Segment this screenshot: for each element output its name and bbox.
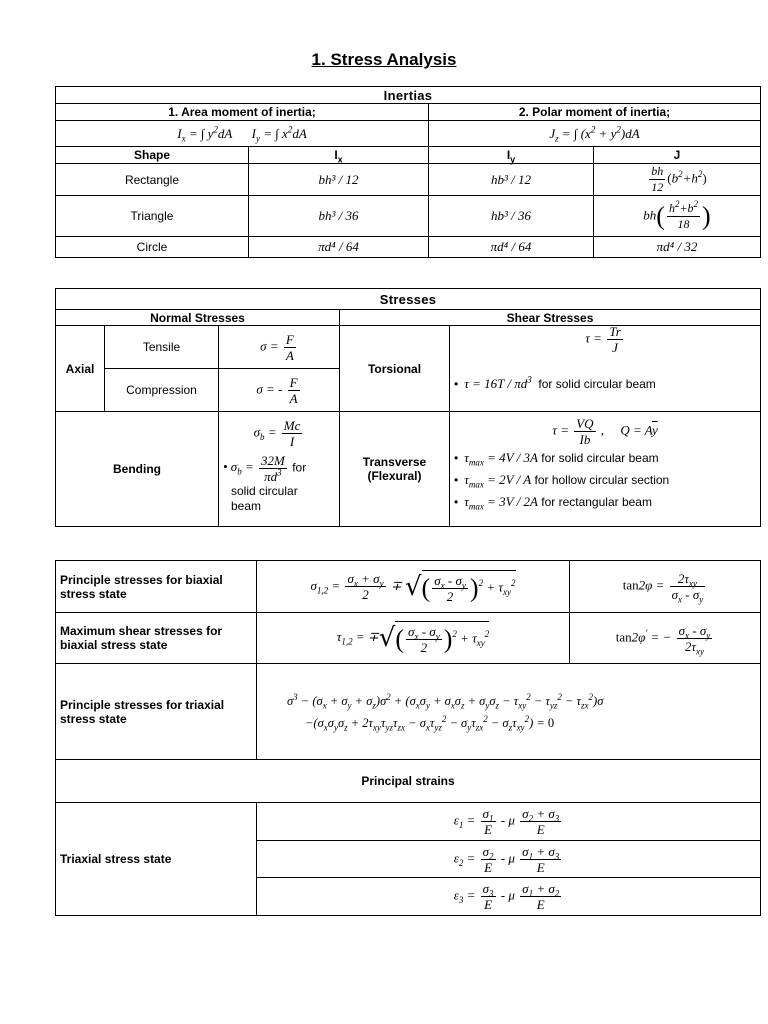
page-title: 1. Stress Analysis [311,50,457,69]
triaxial-state-label: Triaxial stress state [56,803,257,916]
triangle-iy: hb³ / 36 [429,196,594,237]
j-header: J [594,147,761,164]
triangle-ix: bh³ / 36 [249,196,429,237]
max-shear-angle-formula: tan2φ' = − $\frac{\sigma_x - \sigma_y}{2\tau_{xy}}$ [570,613,761,664]
shape-header: Shape [56,147,249,164]
rectangle-iy: hb³ / 12 [429,164,594,196]
normal-stresses-label: Normal Stresses [56,310,340,326]
tensile-formula: σ = $\frac{F}{A}$ [219,326,340,369]
inertias-heading: Inertias [56,87,761,104]
compression-label: Compression [105,369,219,412]
shape-rectangle: Rectangle [56,164,249,196]
inertias-table [55,86,761,258]
torsional-label: Torsional [340,326,450,412]
biaxial-principal-label: Principle stresses for biaxial stress state [56,561,257,613]
ix-header: $I_x$ [249,147,429,164]
shear-stresses-label: Shear Stresses [340,310,761,326]
transverse-formulas: τ = $\frac{VQ}{Ib}$ , $Q = A\overline{y}$ • $\tau_{max} = 4V / 3A$ for solid circular beam • $\tau_{max} = 2V / A$ for hollow circular section • $\tau_{max} = 3V / 2A$ for rectangular beam [450,412,761,527]
torsional-formulas: τ = $\frac{Tr}{J}$ • $\tau = 16T / \pi d^3$ for solid circular beam [450,326,761,412]
rectangle-ix: bh³ / 12 [249,164,429,196]
stresses-heading: Stresses [56,289,761,310]
iy-header: $I_y$ [429,147,594,164]
max-shear-formula: $\tau_{1,2}$ = ∓√( $\frac{\sigma_x - \sigma_y}{2}$ )$^2 + \tau_{xy}^2$ [257,613,570,664]
stresses-table [55,288,761,527]
strain-2-formula: $\varepsilon_2$ = $\frac{\sigma_2}{E}$ - μ $\frac{\sigma_1 + \sigma_3}{E}$ [257,841,761,878]
polar-moment-label: 2. Polar moment of inertia; [429,104,761,121]
strain-1-formula: $\varepsilon_1$ = $\frac{\sigma_1}{E}$ - μ $\frac{\sigma_2 + \sigma_3}{E}$ [257,803,761,841]
circle-j: πd⁴ / 32 [594,237,761,258]
max-shear-label: Maximum shear stresses for biaxial stress state [56,613,257,664]
principal-strains-label: Principal strains [56,760,761,803]
biaxial-principal-formula: $\sigma_{1,2}$ = $\frac{\sigma_x + \sigma_y}{2}$ ∓ √( $\frac{\sigma_x - \sigma_y}{2}$ )$^2 + \tau_{xy}^2$ [257,561,570,613]
transverse-label: Transverse (Flexural) [340,412,450,527]
shape-triangle: Triangle [56,196,249,237]
triangle-j: bh( $\frac{h^2+b^2}{18}$ ) [594,196,761,237]
bending-label: Bending [56,412,219,527]
polar-moment-formula: $J_z$ = ∫ $(x^2 + y^2)dA$ [429,121,761,147]
area-moment-formula: $I_x$ = ∫ $y^2dA$ $I_y$ = ∫ $x^2dA$ [56,121,429,147]
triaxial-principal-formula: $\sigma^3 - (\sigma_x + \sigma_y + \sigma_z)\sigma^2 + (\sigma_x\sigma_y + \sigma_x\sigma_z + \sigma_y\sigma_z - \tau_{xy}^2 - \tau_{yz}^2 - \tau_{zx}^2)\sigma$ $-(\sigma_x\sigma_y\sigma_z + 2\tau_{xy}\tau_{yz}\tau_{zx} - \sigma_x\tau_{yz}^2 - \sigma_y\tau_{zx}^2 - \sigma_z\tau_{xy}^2) = 0$ [257,664,761,760]
tensile-label: Tensile [105,326,219,369]
rectangle-j: $\frac{bh}{12}$ $(b^2+h^2)$ [594,164,761,196]
axial-label: Axial [56,326,105,412]
strain-3-formula: $\varepsilon_3$ = $\frac{\sigma_3}{E}$ - μ $\frac{\sigma_1 + \sigma_2}{E}$ [257,878,761,916]
biaxial-angle-formula: tan2φ = $\frac{2\tau_{xy}}{\sigma_x - \sigma_y}$ [570,561,761,613]
principal-table [55,560,761,916]
triaxial-principal-label: Principle stresses for triaxial stress state [56,664,257,760]
compression-formula: σ = - $\frac{F}{A}$ [219,369,340,412]
circle-ix: πd⁴ / 64 [249,237,429,258]
area-moment-label: 1. Area moment of inertia; [56,104,429,121]
bending-formulas: $\sigma_b$ = $\frac{Mc}{I}$ • $\sigma_b$ = $\frac{32M}{\pi d^3}$ for solid circular beam [219,412,340,527]
shape-circle: Circle [56,237,249,258]
circle-iy: πd⁴ / 64 [429,237,594,258]
